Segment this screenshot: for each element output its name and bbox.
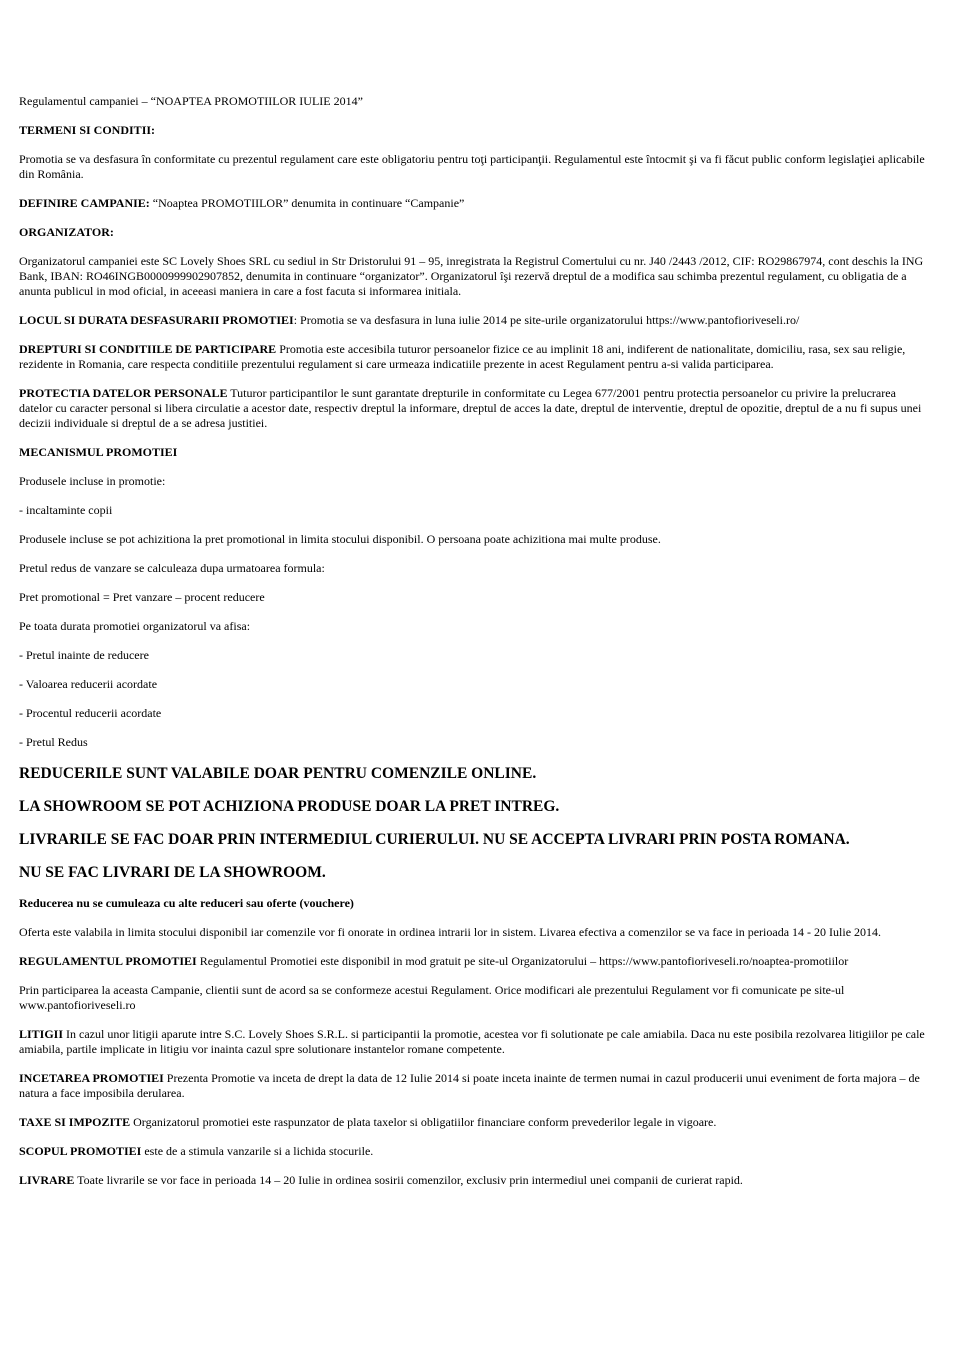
section-taxe: TAXE SI IMPOZITE Organizatorul promotiei este raspunzator de plata taxelor si obligatiilor financiare conform prevederilor legale in vigoare.	[19, 1115, 717, 1129]
mecanism-line: - incaltaminte copii	[19, 503, 113, 517]
mecanism-line: Produsele incluse se pot achizitiona la pret promotional in limita stocului disponibil. O persoana poate achizitiona mai multe produse.	[19, 532, 661, 546]
section-termeni-heading: TERMENI SI CONDITII:	[19, 123, 156, 137]
mecanism-line: - Pretul Redus	[19, 735, 88, 749]
reducerea-heading: Reducerea nu se cumuleaza cu alte reduceri sau oferte (vouchere)	[19, 896, 354, 910]
section-protectia: PROTECTIA DATELOR PERSONALE Tuturor participantilor le sunt garantate drepturile in conformitate cu Legea 677/2001 pentru protectia persoanelor cu privire la prelucrarea datelor cu caracter personal si libera circulatie a acestor date, respectiv dreptul la informare, dreptul de acces la date, dreptul de interventie, dreptul de opozitie, dreptul de a nu fi supus unei decizii individuale si dreptul de a se adresa justitiei.	[19, 386, 922, 430]
mecanism-line: - Pretul inainte de reducere	[19, 648, 149, 662]
mecanism-line: Produsele incluse in promotie:	[19, 474, 166, 488]
notice-heading: REDUCERILE SUNT VALABILE DOAR PENTRU COMENZILE ONLINE.	[19, 765, 537, 782]
mecanism-line: - Procentul reducerii acordate	[19, 706, 162, 720]
section-incetarea: INCETAREA PROMOTIEI Prezenta Promotie va inceta de drept la data de 12 Iulie 2014 si poate inceta inainte de termen numai in cazul producerii unui eveniment de forta majora – de natura a face imposibila derularea.	[19, 1071, 920, 1100]
paragraph-intro: Promotia se va desfasura în conformitate cu prezentul regulament care este obligatoriu pentru toţi participanţii. Regulamentul este întocmit şi va fi făcut public conform legislaţiei aplicabile din România.	[19, 152, 925, 181]
paragraph-organizator: Organizatorul campaniei este SC Lovely Shoes SRL cu sediul in Str Dristorului 91 – 95, inregistrata la Registrul Comertului cu nr. J40 /2443 /2012, CIF: RO29867974, cont deschis la ING Bank, IBAN: RO46INGB0000999902907852, denumita in continuare “organizator”. Organizatorul îşi rezervă dreptul de a modifica sau schimba prezentul regulament, cu obligatia de a anunta publicul in mod oficial, in aceeasi maniera in care a fost facuta si informarea initiala.	[19, 254, 924, 298]
notice-heading: NU SE FAC LIVRARI DE LA SHOWROOM.	[19, 864, 326, 881]
section-livrare: LIVRARE Toate livrarile se vor face in perioada 14 – 20 Iulie in ordinea sosirii comenzilor, exclusiv prin intermediul unei companii de curierat rapid.	[19, 1173, 743, 1187]
mecanism-line: Pretul redus de vanzare se calculeaza dupa urmatoarea formula:	[19, 561, 325, 575]
paragraph-oferta: Oferta este valabila in limita stocului disponibil iar comenzile vor fi onorate in ordinea intrarii lor in sistem. Livarea efectiva a comenzilor se va face in perioada 14 - 20 Iulie 2014.	[19, 925, 882, 939]
document-title: Regulamentul campaniei – “NOAPTEA PROMOTIILOR IULIE 2014”	[19, 94, 363, 108]
notice-heading: LA SHOWROOM SE POT ACHIZIONA PRODUSE DOAR LA PRET INTREG.	[19, 798, 560, 815]
section-regulamentul: REGULAMENTUL PROMOTIEI Regulamentul Promotiei este disponibil in mod gratuit pe site-ul Organizatorului – https://www.pantofioriveseli.ro/noaptea-promotiilor	[19, 954, 849, 968]
paragraph-participare: Prin participarea la aceasta Campanie, clientii sunt de acord sa se conformeze acestui Regulament. Orice modificari ale prezentului Regulament vor fi comunicate pe site-ul www.pantofioriveseli.ro	[19, 983, 845, 1012]
section-organizator-heading: ORGANIZATOR:	[19, 225, 114, 239]
section-scopul: SCOPUL PROMOTIEI este de a stimula vanzarile si a lichida stocurile.	[19, 1144, 374, 1158]
section-definire: DEFINIRE CAMPANIE: “Noaptea PROMOTIILOR” denumita in continuare “Campanie”	[19, 196, 465, 210]
mecanism-line: Pret promotional = Pret vanzare – procent reducere	[19, 590, 265, 604]
section-litigii: LITIGII In cazul unor litigii aparute intre S.C. Lovely Shoes S.R.L. si participantii la promotie, acestea vor fi solutionate pe cale amiabila. Daca nu este posibila rezolvarea litigiilor pe cale amiabila, partile implicate in litigiu vor inainta cazul spre solutionare instantelor romane competente.	[19, 1027, 925, 1056]
section-drepturi: DREPTURI SI CONDITIILE DE PARTICIPARE Promotia este accesibila tuturor persoanelor fizice ce au implinit 18 ani, indiferent de nationalitate, domiciliu, rasa, sex sau religie, rezidente in Romania, care respecta conditiile prezentului regulament si care urmeaza indicatiile prezente in acest Regulament pentru a-si valida participarea.	[19, 342, 906, 371]
notice-heading: LIVRARILE SE FAC DOAR PRIN INTERMEDIUL CURIERULUI. NU SE ACCEPTA LIVRARI PRIN POSTA ROMANA.	[19, 831, 850, 848]
section-locul: LOCUL SI DURATA DESFASURARII PROMOTIEI: Promotia se va desfasura in luna iulie 2014 pe site-urile organizatorului https://www.pantofioriveseli.ro/	[19, 313, 800, 327]
mecanism-line: Pe toata durata promotiei organizatorul va afisa:	[19, 619, 251, 633]
section-mecanismul-heading: MECANISMUL PROMOTIEI	[19, 445, 178, 459]
document-body	[19, 94, 929, 1202]
mecanism-line: - Valoarea reducerii acordate	[19, 677, 158, 691]
